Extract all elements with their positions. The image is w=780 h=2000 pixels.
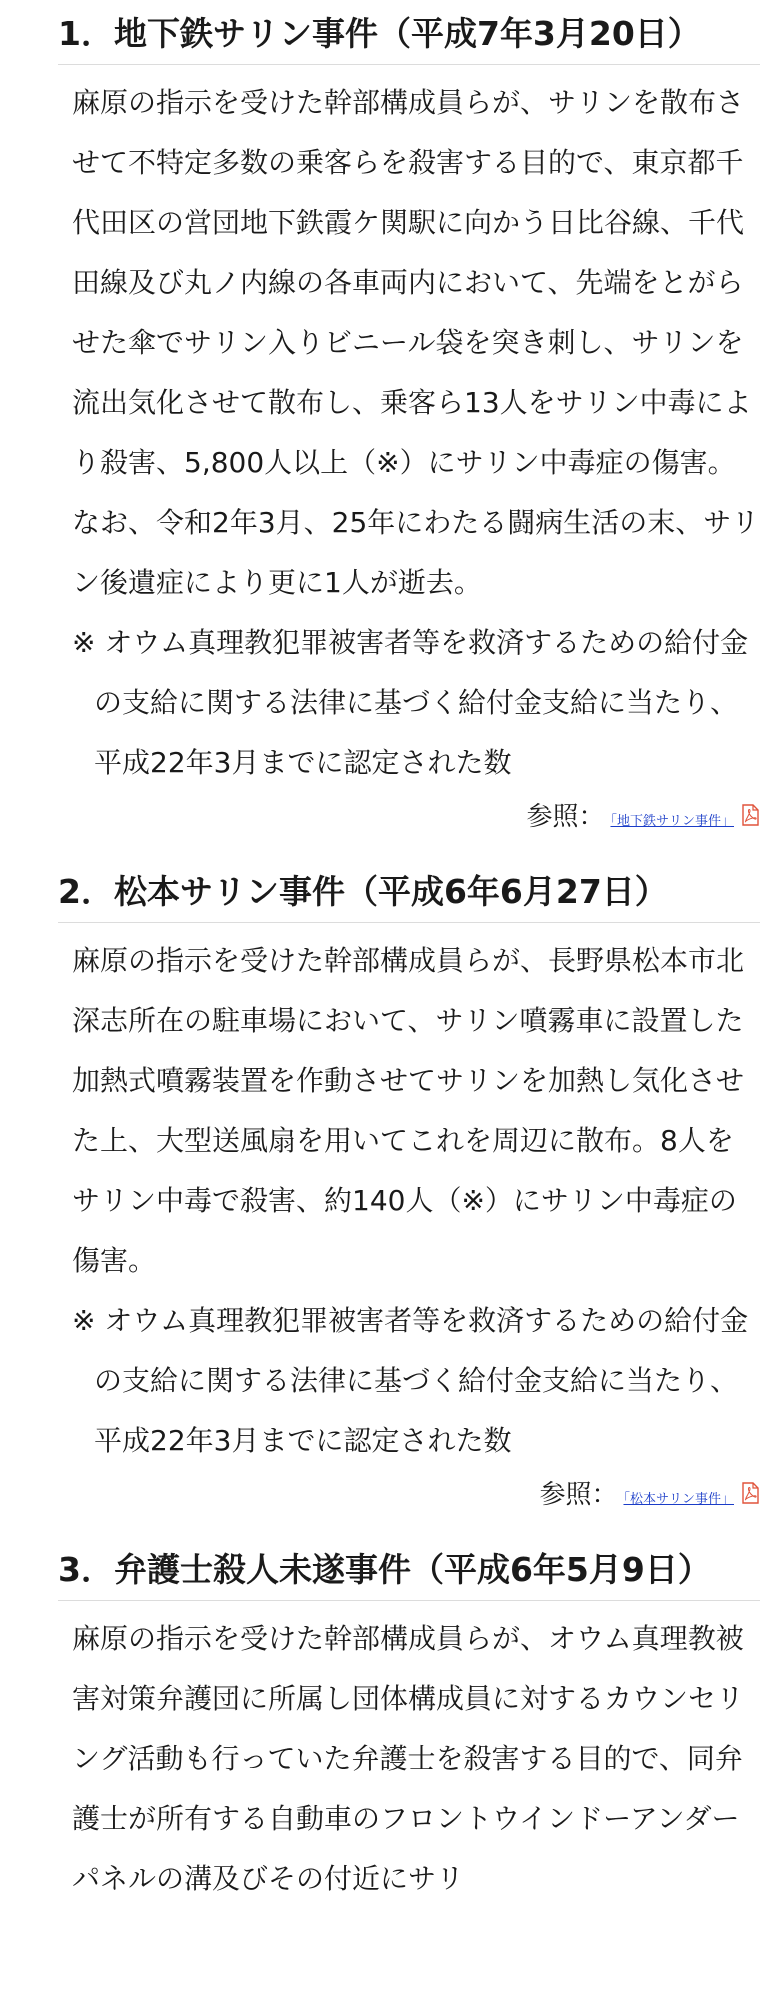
section-note: ※ オウム真理教犯罪被害者等を救済するための給付金の支給に関する法律に基づく給付金支給に当たり、平成22年3月までに認定された数 xyxy=(72,1304,749,1457)
section-heading: 2．松本サリン事件（平成6年6月27日） xyxy=(58,858,760,923)
section-heading: 3．弁護士殺人未遂事件（平成6年5月9日） xyxy=(58,1536,760,1601)
reference-link-matsumoto-sarin[interactable]: 「松本サリン事件」 xyxy=(623,1492,734,1507)
section-body: 麻原の指示を受けた幹部構成員らが、サリンを散布させて不特定多数の乗客らを殺害する目的で、東京都千代田区の営団地下鉄霞ケ関駅に向かう日比谷線、千代田線及び丸ノ内線の各車両内において、先端をとがらせた傘でサリン入りビニール袋を突き刺し、サリンを流出気化させて散布し、乗客ら13人をサリン中毒により殺害、5,800人以上（※）にサリン中毒症の傷害。なお、令和2年3月、25年にわたる闘病生活の末、サリン後遺症により更に1人が逝去。 xyxy=(72,86,760,599)
reference-line xyxy=(58,1473,760,1522)
reference-link-subway-sarin[interactable]: 「地下鉄サリン事件」 xyxy=(610,814,734,829)
section-matsumoto-sarin xyxy=(0,858,780,1522)
reference-label: 参照： xyxy=(526,802,605,832)
section-note: ※ オウム真理教犯罪被害者等を救済するための給付金の支給に関する法律に基づく給付金支給に当たり、平成22年3月までに認定された数 xyxy=(72,626,749,779)
section-heading: 1．地下鉄サリン事件（平成7年3月20日） xyxy=(58,0,760,65)
reference-line xyxy=(58,795,760,844)
section-body: 麻原の指示を受けた幹部構成員らが、オウム真理教被害対策弁護団に所属し団体構成員に対するカウンセリング活動も行っていた弁護士を殺害する目的で、同弁護士が所有する自動車のフロントウインドーアンダーパネルの溝及びその付近にサリ xyxy=(72,1622,745,1895)
pdf-icon[interactable] xyxy=(740,1474,760,1518)
section-body: 麻原の指示を受けた幹部構成員らが、長野県松本市北深志所在の駐車場において、サリン噴霧車に設置した加熱式噴霧装置を作動させてサリンを加熱し気化させた上、大型送風扇を用いてこれを周辺に散布。8人をサリン中毒で殺害、約140人（※）にサリン中毒症の傷害。 xyxy=(72,944,745,1277)
pdf-icon[interactable] xyxy=(740,796,760,840)
section-lawyer-attempted-murder xyxy=(0,1536,780,1909)
section-subway-sarin xyxy=(0,0,780,844)
reference-label: 参照： xyxy=(539,1480,618,1510)
